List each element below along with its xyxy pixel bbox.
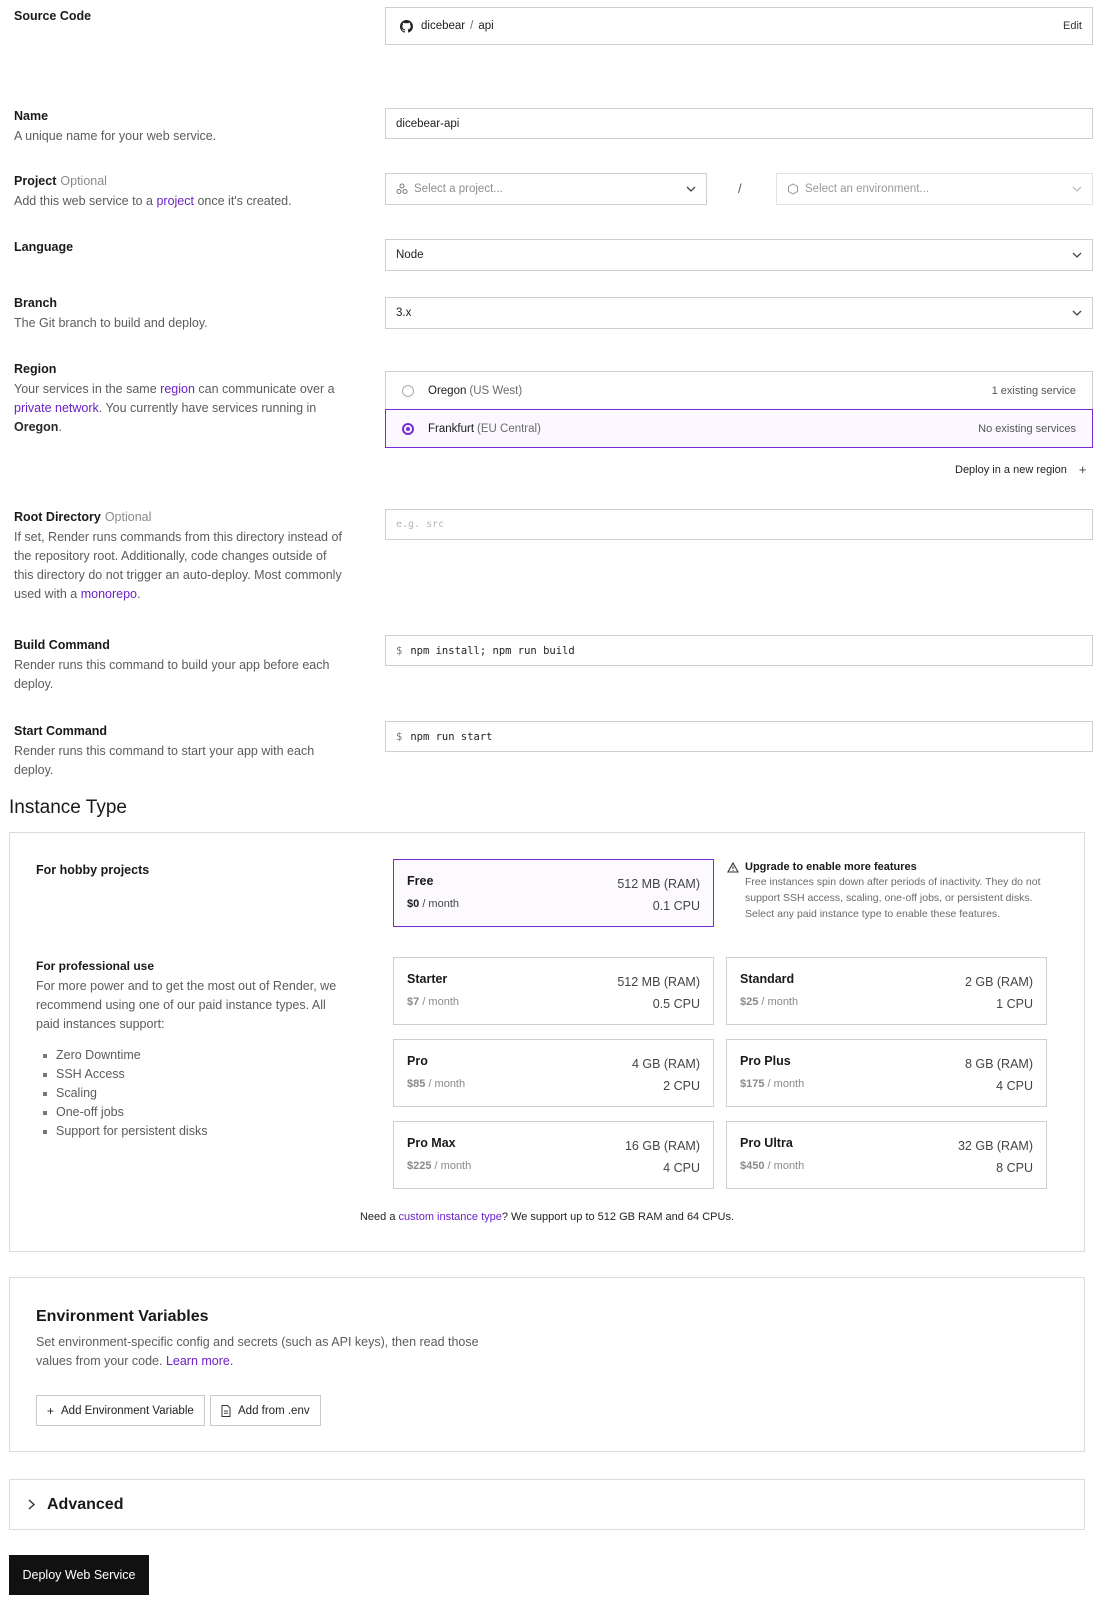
list-item: One-off jobs	[36, 1103, 346, 1122]
instance-cpu: 0.5 CPU	[652, 997, 700, 1011]
instance-cpu: 8 CPU	[996, 1161, 1033, 1175]
project-placeholder: Select a project...	[414, 183, 503, 195]
file-icon	[221, 1405, 231, 1417]
source-code-label: Source Code	[14, 9, 92, 23]
add-from-env-button[interactable]	[210, 1395, 321, 1426]
professional-description: For more power and to get the most out of Render, we recommend using one of our paid instance types. All paid instances support:	[36, 979, 337, 1031]
list-item: Zero Downtime	[36, 1046, 346, 1065]
region-option-oregon[interactable]	[385, 371, 1093, 410]
list-item: Support for persistent disks	[36, 1122, 346, 1141]
environment-variables-panel	[9, 1277, 1085, 1452]
region-link[interactable]: region	[160, 382, 195, 396]
instance-card-pro-plus[interactable]	[726, 1039, 1047, 1107]
custom-instance-note: Need a custom instance type? We support up to 512 GB RAM and 64 CPUs.	[359, 1211, 735, 1223]
add-environment-variable-button[interactable]	[36, 1395, 205, 1426]
advanced-label: Advanced	[47, 1495, 124, 1513]
start-command-value: npm run start	[410, 730, 493, 743]
add-from-env-label: Add from .env	[238, 1404, 310, 1417]
learn-more-link[interactable]: Learn more.	[165, 1354, 234, 1368]
build-command-input[interactable]	[385, 635, 1093, 666]
professional-section	[36, 959, 346, 1141]
list-item: Scaling	[36, 1084, 346, 1103]
deploy-new-region-label: Deploy in a new region	[955, 463, 1067, 476]
build-command-section	[14, 638, 349, 694]
github-icon	[400, 20, 413, 33]
deploy-web-service-button[interactable]: Deploy Web Service	[9, 1555, 149, 1595]
chevron-down-icon	[1072, 249, 1082, 261]
instance-price: $25	[740, 996, 759, 1008]
instance-price-per: / month	[767, 1160, 805, 1172]
instance-price: $450	[740, 1160, 765, 1172]
name-input-value: dicebear-api	[396, 117, 460, 130]
project-optional: Optional	[60, 174, 107, 188]
language-label: Language	[14, 240, 74, 254]
branch-value: 3.x	[396, 307, 412, 319]
region-name: Oregon	[428, 384, 467, 397]
instance-name: Pro Max	[407, 1136, 456, 1150]
language-value: Node	[396, 249, 424, 261]
plus-icon: +	[1078, 462, 1087, 477]
instance-ram: 512 MB (RAM)	[617, 877, 700, 891]
instance-type-panel	[9, 832, 1085, 1252]
instance-ram: 32 GB (RAM)	[957, 1139, 1033, 1153]
build-command-value: npm install; npm run build	[410, 644, 575, 657]
deploy-new-region-button[interactable]	[955, 462, 1087, 477]
radio-button-selected[interactable]	[402, 423, 414, 435]
branch-description: The Git branch to build and deploy.	[14, 316, 208, 330]
custom-instance-link[interactable]: custom instance type	[398, 1211, 502, 1223]
list-item: SSH Access	[36, 1065, 346, 1084]
command-prompt: $	[396, 644, 403, 657]
instance-ram: 16 GB (RAM)	[624, 1139, 700, 1153]
chevron-right-icon	[28, 1499, 35, 1510]
instance-card-free[interactable]	[393, 859, 714, 927]
environment-icon	[787, 183, 799, 195]
env-vars-description: Set environment-specific config and secrets (such as API keys), then read those values from your code. Learn more.	[36, 1335, 479, 1368]
repo-name[interactable]: api	[478, 20, 494, 32]
instance-type-heading: Instance Type	[9, 797, 127, 818]
branch-select[interactable]	[385, 297, 1093, 329]
project-description: Add this web service to a project once it's created.	[14, 194, 292, 208]
env-vars-heading: Environment Variables	[36, 1308, 209, 1325]
repo-owner[interactable]: dicebear	[421, 20, 466, 32]
region-name: Frankfurt	[428, 422, 475, 435]
instance-name: Free	[407, 874, 434, 888]
chevron-down-icon	[686, 183, 696, 195]
instance-card-pro[interactable]	[393, 1039, 714, 1107]
root-directory-label: Root Directory	[14, 510, 101, 524]
professional-label: For professional use	[36, 959, 155, 973]
instance-cpu: 4 CPU	[663, 1161, 700, 1175]
instance-name: Pro Plus	[740, 1054, 791, 1068]
hobby-label: For hobby projects	[36, 863, 150, 877]
advanced-toggle[interactable]	[9, 1479, 1085, 1530]
add-env-var-label: Add Environment Variable	[61, 1404, 194, 1417]
name-section	[14, 109, 349, 146]
instance-cpu: 0.1 CPU	[652, 899, 700, 913]
plus-icon: +	[47, 1403, 55, 1418]
edit-source-button[interactable]: Edit	[1063, 20, 1082, 32]
radio-button[interactable]	[402, 385, 414, 397]
start-command-section	[14, 724, 349, 780]
branch-label: Branch	[14, 296, 58, 310]
instance-price-per: / month	[761, 996, 799, 1008]
region-detail: (EU Central)	[477, 422, 541, 435]
region-status: 1 existing service	[991, 384, 1076, 397]
region-option-frankfurt[interactable]	[385, 409, 1093, 448]
command-prompt: $	[396, 730, 403, 743]
chevron-down-icon	[1072, 307, 1082, 319]
instance-price-per: / month	[422, 996, 459, 1008]
private-network-link[interactable]: private network	[14, 401, 99, 415]
root-directory-section	[14, 510, 349, 604]
region-description: Your services in the same region can communicate over a private network. You currently have services running in Oregon.	[14, 382, 335, 434]
project-section	[14, 174, 349, 211]
instance-name: Pro Ultra	[740, 1136, 793, 1150]
upgrade-warning	[727, 861, 1047, 922]
region-label: Region	[14, 362, 57, 376]
instance-ram: 512 MB (RAM)	[617, 975, 700, 989]
instance-price-per: / month	[767, 1078, 805, 1090]
name-description: A unique name for your web service.	[14, 129, 217, 143]
instance-price-per: / month	[434, 1160, 472, 1172]
project-env-slash: /	[738, 181, 742, 196]
instance-name: Pro	[407, 1054, 428, 1068]
region-section	[14, 362, 349, 437]
feature-list	[36, 1046, 346, 1141]
instance-price: $7	[407, 996, 420, 1008]
start-command-description: Render runs this command to start your app with each deploy.	[14, 744, 315, 777]
project-label: Project	[14, 174, 57, 188]
instance-ram: 2 GB (RAM)	[964, 975, 1033, 989]
source-code-field	[385, 7, 1093, 45]
instance-ram: 8 GB (RAM)	[964, 1057, 1033, 1071]
start-command-input[interactable]	[385, 721, 1093, 752]
instance-price-per: / month	[422, 898, 459, 910]
warning-body: Free instances spin down after periods of inactivity. They do not support SSH access, scaling, one-off jobs, or persistent disks. Select any paid instance type to enable these features.	[745, 876, 1041, 920]
instance-price: $0	[407, 898, 420, 910]
instance-card-pro-max[interactable]	[393, 1121, 714, 1189]
region-status: No existing services	[978, 422, 1076, 435]
project-link[interactable]: project	[156, 194, 194, 208]
instance-name: Starter	[407, 972, 448, 986]
instance-price-per: / month	[428, 1078, 466, 1090]
build-command-description: Render runs this command to build your app before each deploy.	[14, 658, 330, 691]
language-select[interactable]	[385, 239, 1093, 271]
monorepo-link[interactable]: monorepo	[80, 587, 138, 601]
instance-name: Standard	[740, 972, 795, 986]
repo-separator: /	[470, 20, 474, 32]
warning-title: Upgrade to enable more features	[745, 861, 917, 873]
instance-card-standard[interactable]	[726, 957, 1047, 1025]
root-directory-input[interactable]	[385, 509, 1093, 540]
instance-cpu: 2 CPU	[663, 1079, 700, 1093]
project-icon	[396, 183, 408, 195]
instance-price: $85	[407, 1078, 426, 1090]
instance-card-pro-ultra[interactable]	[726, 1121, 1047, 1189]
name-input[interactable]	[385, 108, 1093, 139]
environment-select[interactable]	[776, 173, 1093, 205]
build-command-label: Build Command	[14, 638, 110, 652]
chevron-down-icon	[1072, 183, 1082, 195]
warning-icon	[727, 862, 739, 873]
instance-cpu: 1 CPU	[996, 997, 1033, 1011]
start-command-label: Start Command	[14, 724, 108, 738]
root-directory-description: If set, Render runs commands from this directory instead of the repository root. Additionally, code changes outside of this directory do not trigger an auto-deploy. Most commonly used with a monorepo.	[14, 530, 342, 601]
instance-ram: 4 GB (RAM)	[631, 1057, 700, 1071]
instance-price: $175	[740, 1078, 765, 1090]
project-select[interactable]	[385, 173, 707, 205]
region-detail: (US West)	[469, 384, 523, 397]
environment-placeholder: Select an environment...	[805, 183, 930, 195]
name-label: Name	[14, 109, 49, 123]
root-directory-optional: Optional	[104, 510, 152, 524]
root-directory-placeholder: e.g. src	[396, 519, 445, 530]
instance-price: $225	[407, 1160, 432, 1172]
instance-cpu: 4 CPU	[996, 1079, 1033, 1093]
branch-section	[14, 296, 349, 333]
instance-card-starter[interactable]	[393, 957, 714, 1025]
